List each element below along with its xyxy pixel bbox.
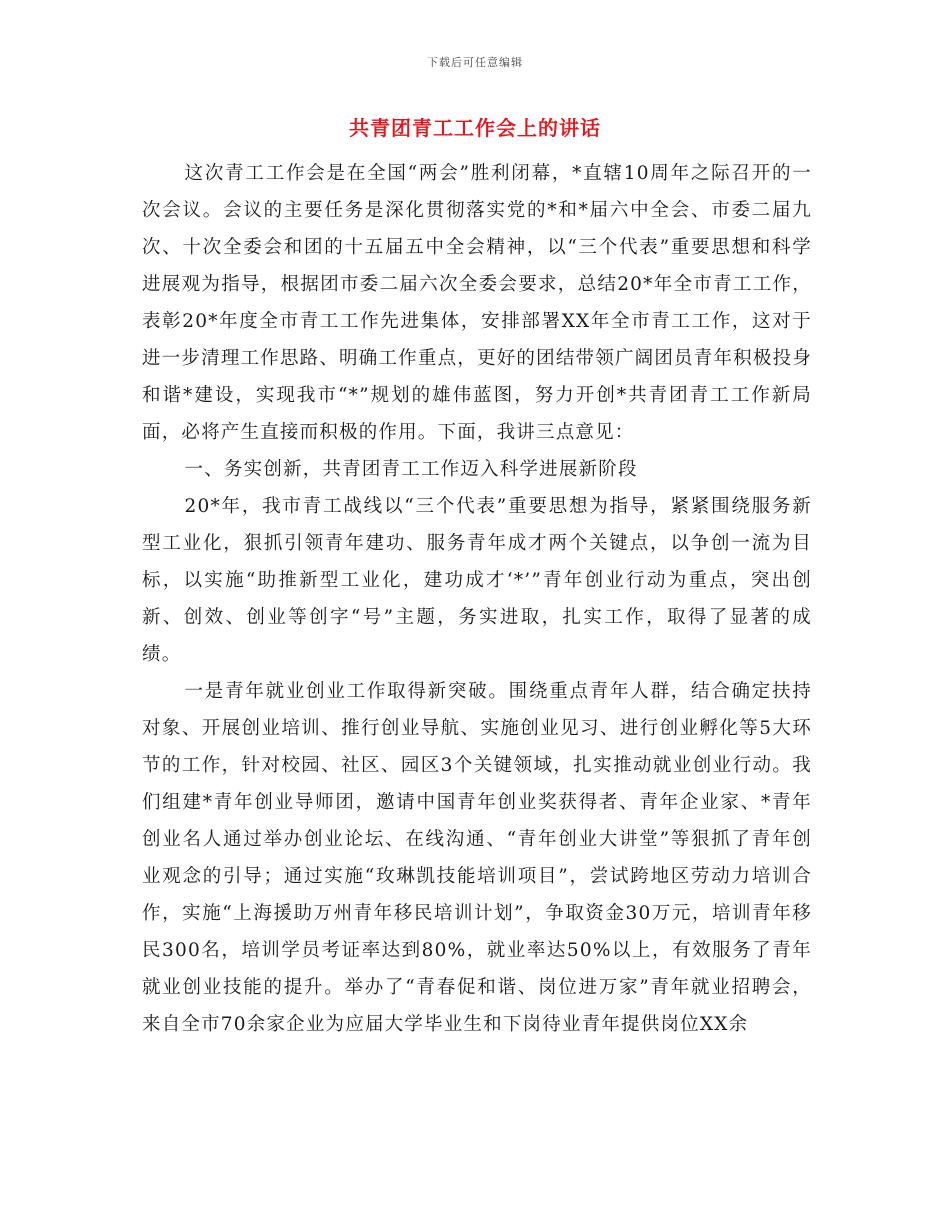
document-body (142, 155, 812, 1043)
paragraph-intro: 这次青工工作会是在全国“两会”胜利闭幕，*直辖10周年之际召开的一次会议。会议的主要任务是深化贯彻落实党的*和*届六中全会、市委二届九次、十次全委会和团的十五届五中全会精神，以“三个代表”重要思想和科学进展观为指导，根据团市委二届六次全委会要求，总结20*年全市青工工作，表彰20*年度全市青工工作先进集体，安排部署XX年全市青工工作，这对于进一步清理工作思路、明确工作重点，更好的团结带领广阔团员青年积极投身和谐*建设，实现我市“*”规划的雄伟蓝图，努力开创*共青团青工工作新局面，必将产生直接而积极的作用。下面，我讲三点意见： (142, 163, 812, 443)
document-title: 共青团青工工作会上的讲话 (349, 116, 601, 140)
paragraph-summary: 20*年，我市青工战线以“三个代表”重要思想为指导，紧紧围绕服务新型工业化，狠抓引领青年建功、服务青年成才两个关键点，以争创一流为目标，以实施“助推新型工业化，建功成才‘*’”青年创业行动为重点，突出创新、创效、创业等创字“号”主题，务实进取，扎实工作，取得了显著的成绩。 (142, 496, 812, 665)
header-note: 下载后可任意编辑 (427, 56, 523, 69)
paragraph-section-heading: 一、务实创新，共青团青工工作迈入科学进展新阶段 (184, 459, 638, 480)
paragraph-employment: 一是青年就业创业工作取得新突破。围绕重点青年人群，结合确定扶持对象、开展创业培训、推行创业导航、实施创业见习、进行创业孵化等5大环节的工作，针对校园、社区、园区3个关键领域，扎实推动就业创业行动。我们组建*青年创业导师团，邀请中国青年创业奖获得者、青年企业家、*青年创业名人通过举办创业论坛、在线沟通、“青年创业大讲堂”等狠抓了青年创业观念的引导；通过实施“玫琳凯技能培训项目”，尝试跨地区劳动力培训合作，实施“上海援助万州青年移民培训计划”，争取资金30万元，培训青年移民300名，培训学员考证率达到80%，就业率达50%以上，有效服务了青年就业创业技能的提升。举办了“青春促和谐、岗位进万家”青年就业招聘会，来自全市70余家企业为应届大学毕业生和下岗待业青年提供岗位XX余 (142, 681, 812, 1035)
